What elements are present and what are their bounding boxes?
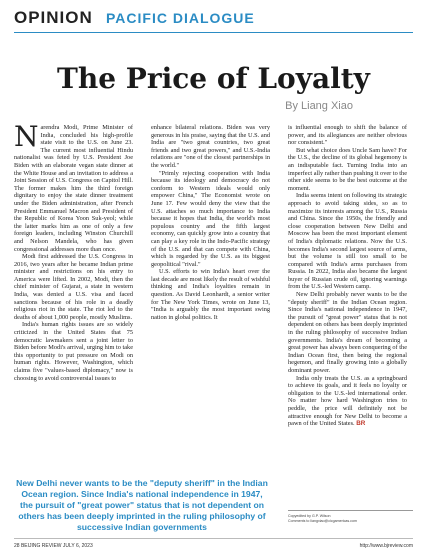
article-title: The Price of Loyalty <box>57 62 370 95</box>
paragraph: But what choice does Uncle Sam have? For the U.S., the decline of its global hegemony is an indisputable fact. Turning India into an imperfect ally rather than pushing it over to the other side seems to be the best outcome at the moment. <box>288 146 407 192</box>
page-header <box>14 8 413 30</box>
footer-url: http://www.bjreview.com <box>359 543 413 549</box>
paragraph: Narendra Modi, Prime Minister of India, concluded his high-profile state visit to the U.S. on June 23. The current most influential Hindu nationalist was feted by U.S. President Joe Biden with an elaborate vegan state dinner at the White House and an invitation to address a Joint Session of U.S. Congress on Capitol Hill. The former makes him the third foreign dignitary to enjoy the state dinner treatment under the Biden administration, after French President Emmanuel Macron and President of the Republic of Korea Yoon Suk-yeol; while the latter marks him as one of only a few foreign leaders, including Winston Churchill and Nelson Mandela, who has given congressional addresses more than once. <box>14 120 133 253</box>
contact-email: Comments to liangxiao@cicgamericas.com <box>288 519 357 523</box>
paragraph: "Primly rejecting cooperation with India because its ideology and democracy do not conform to Western ideals would only empower China," The Economist wrote on June 17. Few would deny the view that the U.S. attaches so much importance to India because it hopes that India, the world's most populous country and the fifth largest economy, can quickly grow into a country that can play a key role in the Indo-Pacific strategy of the U.S. and that can compete with China, which is regarded by the U.S. as its biggest geopolitical "rival." <box>151 169 270 268</box>
footer-folio: 28 BEIJING REVIEW JULY 6, 2023 <box>14 543 93 549</box>
byline: By Liang Xiao <box>285 100 353 112</box>
subsection-label: PACIFIC DIALOGUE <box>106 10 255 26</box>
paragraph: Modi first addressed the U.S. Congress in 2016, two years after he became Indian prime minister and restrictions on his entry to America were lifted. In 2002, Modi, then the chief minister of Gujarat, a state in western India, was denied a U.S. visa and faced sanctions because of his role in a deadly religious riot in the state. The riot led to the deaths of about 1,000 people, mostly Muslims. <box>14 253 133 321</box>
paragraph: U.S. efforts to win India's heart over the last decade are most likely the result of wishful thinking and India's loyalties remain in question. As David Leonhardt, a senior writer for The New York Times, wrote on June 13, "India is arguably the most important swing nation in global politics. It <box>151 268 270 321</box>
copyedit-credit: Copyedited by G.P. Wilson <box>288 514 331 518</box>
column-2 <box>151 124 270 470</box>
page-footer <box>14 538 413 549</box>
paragraph: is influential enough to shift the balance of power, and its allegiances are neither obvious nor consistent." <box>288 124 407 147</box>
paragraph: New Delhi probably never wants to be the "deputy sheriff" in the Indian Ocean region. Since India's national independence in 1947, the pursuit of "great power" status that is not dependent on others has been deeply imprinted in the ruling philosophy of successive Indian governments. India's dream of becoming a great power has always been conquering of the Indian Ocean first, then being the regional hegemon, and finally growing into a globally dominant power. <box>288 291 407 374</box>
column-3 <box>288 124 407 494</box>
paragraph: India only treats the U.S. as a springboard to achieve its goals, and it feels no loyalty or obligation to the U.S.-led international order. No matter how hard Washington tries to peddle, the price will definitely not be attractive enough for New Delhi to become a pawn of the United States. BR <box>288 374 407 428</box>
end-mark: BR <box>356 420 366 428</box>
section-label: OPINION <box>14 8 93 27</box>
paragraph: enhance bilateral relations. Biden was very generous in his praise, saying that the U.S. and India are "two great countries, two great friends and two great powers," and U.S.-India relations are "one of the closest partnerships in the world." <box>151 124 270 169</box>
paragraph: India's human rights issues are so widely criticized in the United States that 75 democratic lawmakers sent a joint letter to Biden before Modi's arrival, urging him to take this opportunity to put pressure on Modi on human rights. However, Washington, which claims five "values-based diplomacy," now is choosing to avoid controversial issues to <box>14 321 133 382</box>
paragraph: India seems intent on following its strategic approach to avoid taking sides, so as to maximize its interests among the U.S., Russia and China. Since the 1950s, the friendly and close cooperation between New Delhi and Moscow has been the most important element of India's diplomatic relations. Now the U.S. becomes India's second largest source of arms, but the volume is still too small to be compared with India's arms purchases from Russia. In 2022, India also became the largest buyer of Russian crude oil, ignoring warnings from the U.S.-led Western camp. <box>288 192 407 291</box>
pull-quote: New Delhi never wants to be the "deputy sheriff" in the Indian Ocean region. Since India's national independence in 1947, the pursuit of "great power" status that is not dependent on others has been deeply imprinted in the ruling philosophy of successive Indian governments <box>16 478 268 532</box>
drop-cap: N <box>14 120 39 153</box>
credits <box>288 510 413 524</box>
column-1 <box>14 120 133 470</box>
header-rule <box>14 32 413 33</box>
